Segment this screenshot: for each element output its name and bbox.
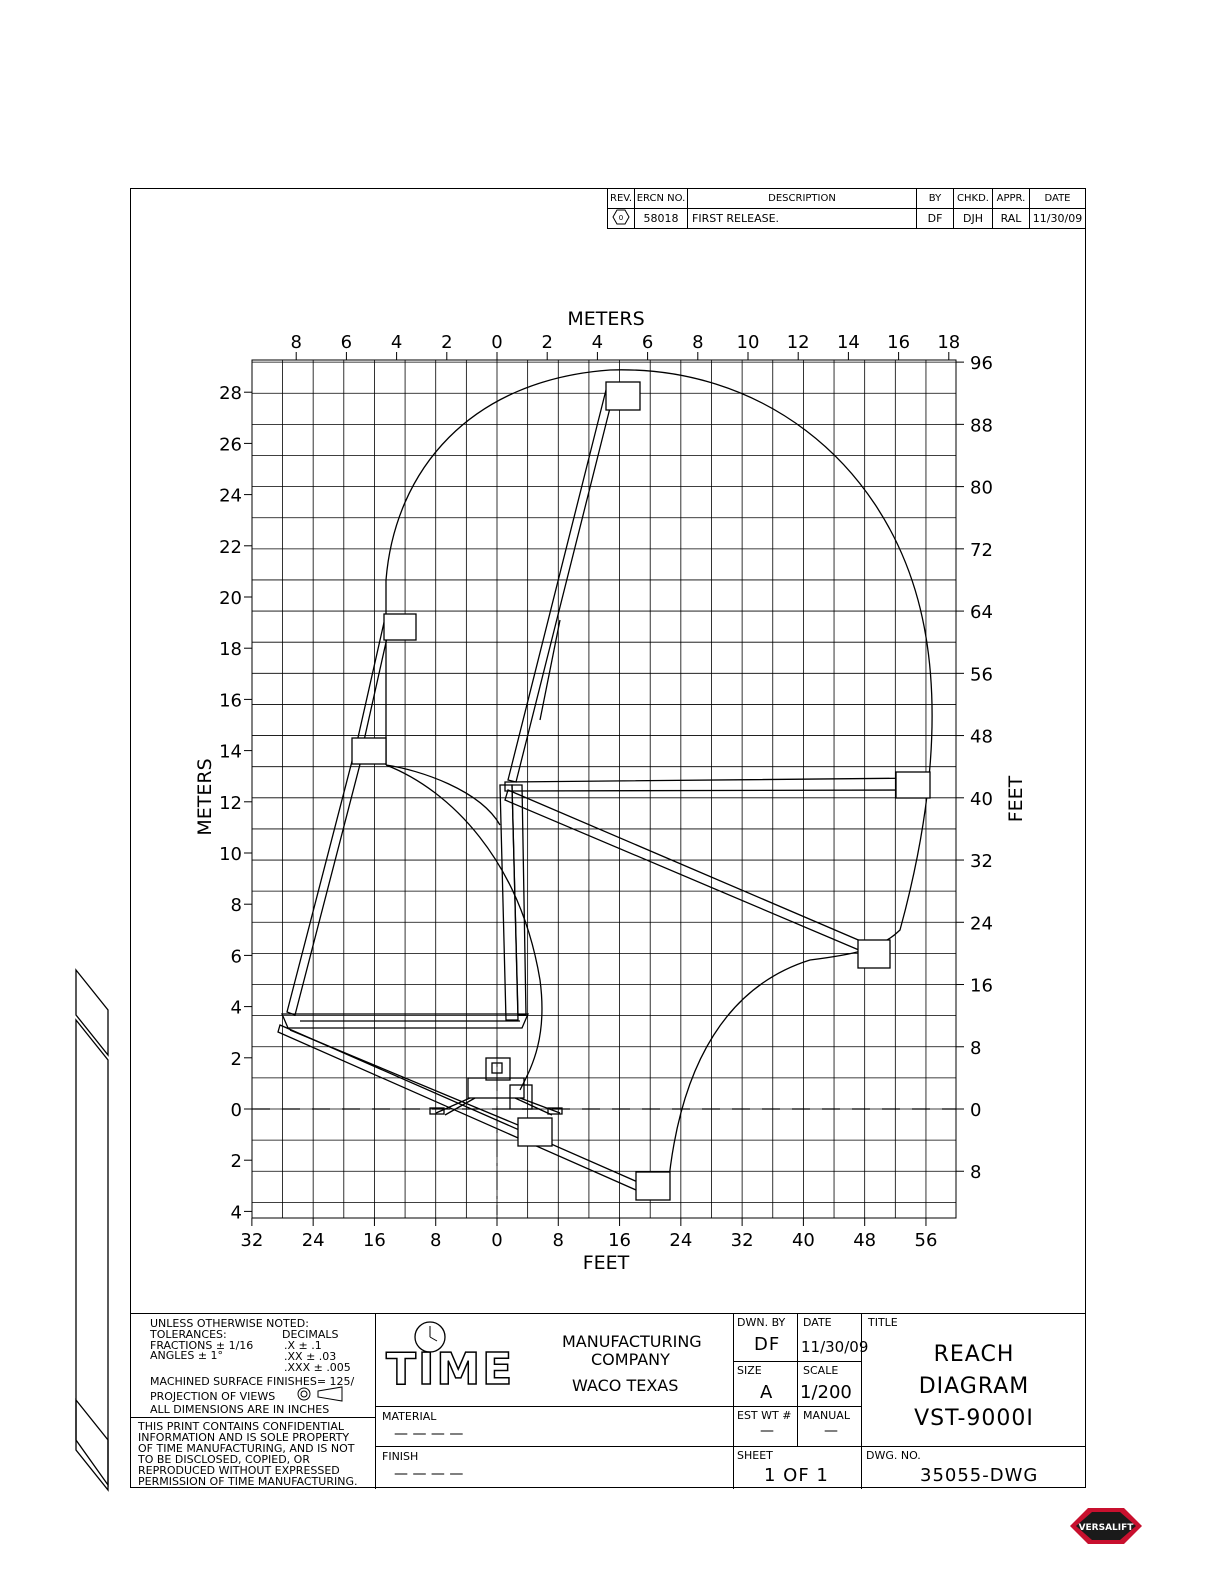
company-location: WACO TEXAS xyxy=(572,1376,679,1395)
projection-symbol-icon xyxy=(296,1386,346,1402)
top-tick-label: 6 xyxy=(340,332,353,353)
scale-value: 1/200 xyxy=(800,1382,852,1403)
top-tick-label: 8 xyxy=(692,332,704,353)
manual-cell xyxy=(798,1406,862,1446)
revision-by: DF xyxy=(917,209,954,229)
left-tick-label: 22 xyxy=(219,536,242,558)
right-axis-title: FEET xyxy=(1005,775,1027,823)
left-tick-label: 18 xyxy=(219,639,242,661)
dwg-no-value: 35055-DWG xyxy=(920,1465,1039,1486)
confidential-line: PERMISSION OF TIME MANUFACTURING. xyxy=(138,1475,358,1488)
tolerances-label: TOLERANCES: xyxy=(150,1328,227,1341)
confidential-line: OF TIME MANUFACTURING, AND IS NOT xyxy=(138,1442,355,1455)
grid-frame xyxy=(252,360,956,1218)
left-tick-label: 12 xyxy=(219,792,242,814)
sheet-label: SHEET xyxy=(737,1449,773,1462)
right-tick-label: 24 xyxy=(970,913,993,935)
right-tick-label: 88 xyxy=(970,415,993,437)
drawn-by-cell xyxy=(734,1314,798,1362)
left-tick-label: 14 xyxy=(219,741,242,763)
ercn-number: 58018 xyxy=(635,209,688,229)
axis-ticks xyxy=(219,332,993,1251)
drawn-by-label: DWN. BY xyxy=(737,1316,786,1329)
projection-label: PROJECTION OF VIEWS xyxy=(150,1390,276,1403)
confidential-line: REPRODUCED WITHOUT EXPRESSED xyxy=(138,1464,340,1477)
by-header: BY xyxy=(917,189,954,209)
left-axis-title: METERS xyxy=(194,758,216,836)
top-tick-label: 10 xyxy=(736,332,760,353)
right-tick-label: 32 xyxy=(970,851,993,873)
bottom-tick-label: 24 xyxy=(301,1230,325,1251)
bottom-tick-label: 0 xyxy=(491,1230,503,1251)
sheet-cell xyxy=(734,1446,862,1489)
title-block xyxy=(130,1313,1086,1488)
top-tick-label: 4 xyxy=(390,332,403,353)
left-tick-label: 6 xyxy=(230,946,242,968)
notes-section xyxy=(130,1314,376,1417)
right-tick-label: 48 xyxy=(970,726,993,748)
left-tick-label: 24 xyxy=(219,485,242,507)
top-axis-title: METERS xyxy=(567,308,645,330)
finish-label: FINISH xyxy=(382,1450,419,1463)
top-tick-label: 12 xyxy=(786,332,810,353)
appr-header: APPR. xyxy=(993,189,1030,209)
left-tick-label: 4 xyxy=(230,997,242,1019)
bottom-tick-label: 16 xyxy=(608,1230,632,1251)
size-value: A xyxy=(760,1382,774,1403)
top-tick-label: 0 xyxy=(491,332,503,353)
right-tick-label: 56 xyxy=(970,664,993,686)
title-line2: DIAGRAM xyxy=(918,1374,1030,1399)
surface-finishes: MACHINED SURFACE FINISHES= 125/ xyxy=(150,1375,355,1388)
sheet-value: 1 OF 1 xyxy=(764,1465,829,1486)
right-tick-label: 96 xyxy=(970,353,993,375)
left-tick-label: 28 xyxy=(219,383,242,405)
left-tick-label: 20 xyxy=(219,588,242,609)
left-tick-label: 2 xyxy=(230,1048,242,1070)
svg-text:0: 0 xyxy=(618,214,624,222)
versalift-logo xyxy=(1068,1506,1144,1546)
decimals-label: DECIMALS xyxy=(282,1328,339,1341)
material-label: MATERIAL xyxy=(382,1410,437,1423)
top-tick-label: 2 xyxy=(541,332,553,353)
right-tick-label: 64 xyxy=(970,602,993,624)
right-tick-label: 0 xyxy=(970,1100,982,1121)
company-logo: TIME xyxy=(386,1344,515,1395)
bottom-tick-label: 16 xyxy=(362,1230,386,1251)
right-tick-label: 8 xyxy=(970,1162,982,1184)
est-wt-cell xyxy=(734,1406,798,1446)
revision-date: 11/30/09 xyxy=(1030,209,1086,229)
top-tick-label: 8 xyxy=(290,332,302,353)
right-tick-label: 40 xyxy=(970,788,993,810)
bottom-axis-title: FEET xyxy=(582,1252,630,1274)
decimal-tolerance-3: .XXX ± .005 xyxy=(284,1361,351,1374)
top-tick-label: 18 xyxy=(937,332,961,353)
bottom-tick-label: 32 xyxy=(240,1230,264,1251)
left-tick-label: 2 xyxy=(230,1151,242,1173)
material-section xyxy=(376,1406,734,1446)
machine-base xyxy=(430,1058,562,1115)
revision-appr: RAL xyxy=(993,209,1030,229)
top-tick-label: 16 xyxy=(887,332,911,353)
title-section xyxy=(862,1314,1086,1446)
top-tick-label: 4 xyxy=(591,332,604,353)
boom-positions xyxy=(278,390,925,1190)
revision-chkd: DJH xyxy=(954,209,993,229)
confidential-line: TO BE DISCLOSED, COPIED, OR xyxy=(138,1453,310,1466)
dwg-no-label: DWG. NO. xyxy=(866,1449,921,1462)
size-label: SIZE xyxy=(737,1364,762,1377)
company-section xyxy=(376,1314,734,1406)
description-header: DESCRIPTION xyxy=(688,189,917,209)
grid xyxy=(244,352,964,1226)
date-cell xyxy=(798,1314,869,1362)
confidential-line: THIS PRINT CONTAINS CONFIDENTIAL xyxy=(138,1420,344,1433)
decimal-tolerance-1: .X ± .1 xyxy=(284,1339,322,1352)
left-tick-label: 26 xyxy=(219,434,242,456)
dimensions-note: ALL DIMENSIONS ARE IN INCHES xyxy=(150,1403,330,1416)
top-tick-label: 2 xyxy=(441,332,453,353)
confidential-line: INFORMATION AND IS SOLE PROPERTY xyxy=(138,1431,350,1444)
left-tick-label: 0 xyxy=(230,1100,242,1121)
ercn-header: ERCN NO. xyxy=(635,189,688,209)
finish-value: — — — — xyxy=(394,1466,464,1482)
company-name-line2: COMPANY xyxy=(591,1350,670,1369)
company-name-line1: MANUFACTURING xyxy=(562,1332,702,1351)
rev-header: REV. xyxy=(608,189,635,209)
date-value: 11/30/09 xyxy=(801,1338,869,1356)
fractions-tolerance: FRACTIONS ± 1/16 xyxy=(150,1339,254,1352)
left-tick-label: 16 xyxy=(219,690,242,712)
bottom-tick-label: 32 xyxy=(730,1230,754,1251)
material-value: — — — — xyxy=(394,1426,464,1442)
title-label: TITLE xyxy=(868,1316,898,1329)
left-tick-label: 4 xyxy=(230,1202,242,1224)
bottom-tick-label: 56 xyxy=(914,1230,938,1251)
date-label: DATE xyxy=(803,1316,832,1329)
dwg-no-cell xyxy=(862,1446,1086,1489)
left-tick-label: 8 xyxy=(230,895,242,917)
right-tick-label: 72 xyxy=(970,539,993,561)
scale-cell xyxy=(798,1362,862,1406)
top-tick-label: 14 xyxy=(836,332,860,353)
size-cell xyxy=(734,1362,798,1406)
bottom-tick-label: 8 xyxy=(429,1230,442,1251)
right-tick-label: 80 xyxy=(970,477,993,499)
decimal-tolerance-2: .XX ± .03 xyxy=(284,1350,337,1363)
revision-description: FIRST RELEASE. xyxy=(688,209,917,229)
scale-label: SCALE xyxy=(803,1364,839,1377)
bottom-tick-label: 8 xyxy=(552,1230,565,1251)
manual-value: — xyxy=(824,1423,839,1439)
versalift-logo-text: VERSALIFT xyxy=(1078,1523,1134,1533)
bottom-tick-label: 24 xyxy=(669,1230,693,1251)
right-tick-label: 16 xyxy=(970,975,993,997)
manual-label: MANUAL xyxy=(803,1409,850,1422)
top-tick-label: 6 xyxy=(641,332,654,353)
date-header: DATE xyxy=(1030,189,1086,209)
drawn-by-value: DF xyxy=(754,1334,781,1355)
title-line3: VST-9000I xyxy=(914,1406,1034,1431)
chkd-header: CHKD. xyxy=(954,189,993,209)
notes-line1: UNLESS OTHERWISE NOTED: xyxy=(150,1317,309,1330)
confidential-section xyxy=(130,1417,376,1489)
est-wt-label: EST WT # xyxy=(737,1409,792,1422)
bottom-tick-label: 48 xyxy=(853,1230,877,1251)
title-line1: REACH xyxy=(933,1342,1015,1367)
angles-tolerance: ANGLES ± 1° xyxy=(150,1349,224,1362)
bottom-tick-label: 40 xyxy=(791,1230,815,1251)
right-tick-label: 8 xyxy=(970,1037,982,1059)
finish-section xyxy=(376,1446,734,1489)
left-tick-label: 10 xyxy=(219,844,242,865)
est-wt-value: — xyxy=(760,1423,775,1439)
